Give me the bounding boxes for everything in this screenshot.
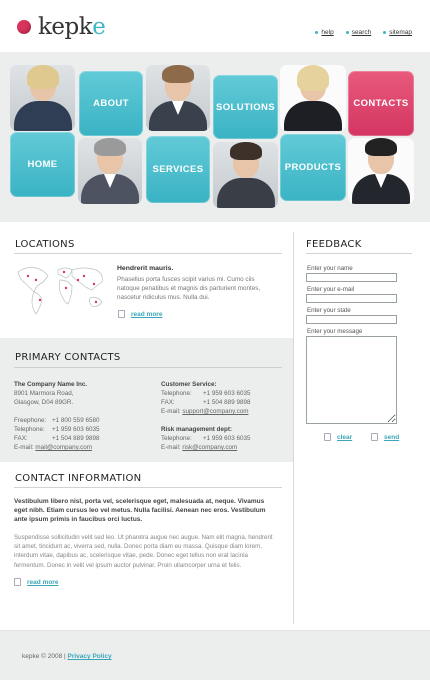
photo-man-grey-hair bbox=[78, 138, 142, 204]
contact-information-paragraph: Suspendisse sollicitudin velit sed leo. Ut pharetra augue nec augue. Nam elit magna, hendrerit sit amet, tincidunt ac, viverra sed, nulla. Donec porta diam eu massa. Quisque diam lorem, interdum vitae, dapibus ac, scelerisque vitae, pede. Donec eget tellus non erat lacinia fermentum. Donec in velit vel ipsum auctor pulvinar. Proin ullamcorper urna et felis. bbox=[14, 534, 273, 569]
logo-text-accent: e bbox=[92, 14, 106, 40]
locations-read-more-label: read more bbox=[131, 310, 163, 318]
document-icon bbox=[371, 433, 378, 441]
nav-tile-about-label: ABOUT bbox=[93, 98, 129, 109]
clear-button-label: clear bbox=[337, 433, 353, 441]
send-button[interactable] bbox=[371, 433, 399, 441]
divider bbox=[306, 253, 412, 254]
state-field[interactable] bbox=[306, 315, 397, 324]
row-key: Freephone: bbox=[14, 417, 47, 424]
risk-email-row bbox=[161, 443, 289, 452]
bullet-icon bbox=[315, 31, 318, 34]
document-icon bbox=[324, 433, 331, 441]
row-key: E-mail: bbox=[161, 444, 181, 451]
feedback-title: FEEDBACK bbox=[306, 239, 362, 250]
service-telephone-row bbox=[161, 389, 289, 398]
divider bbox=[14, 253, 282, 254]
nav-tile-services[interactable] bbox=[146, 136, 210, 203]
document-icon bbox=[14, 578, 21, 586]
nav-tile-products[interactable] bbox=[280, 134, 346, 201]
nav-tile-home-label: HOME bbox=[27, 159, 58, 170]
divider bbox=[14, 487, 282, 488]
row-key: Telephone: bbox=[161, 390, 192, 397]
email-label: Enter your e-mail bbox=[307, 286, 355, 293]
bullet-icon bbox=[383, 31, 386, 34]
contact-read-more-link[interactable] bbox=[14, 578, 58, 586]
risk-telephone-row bbox=[161, 434, 289, 443]
logo[interactable] bbox=[38, 14, 105, 40]
row-key: E-mail: bbox=[14, 444, 34, 451]
service-fax-row bbox=[161, 398, 289, 407]
company-fax-row bbox=[14, 434, 154, 443]
privacy-policy-link[interactable]: Privacy Policy bbox=[67, 653, 112, 660]
risk-dept-title: Risk management dept: bbox=[161, 426, 233, 433]
message-field[interactable] bbox=[306, 336, 397, 424]
send-button-label: send bbox=[384, 433, 400, 441]
row-value: +1 959 603 6035 bbox=[203, 390, 251, 397]
nav-tile-about[interactable] bbox=[79, 71, 143, 136]
sitemap-link-label: sitemap bbox=[389, 29, 412, 36]
company-telephone-row bbox=[14, 425, 154, 434]
state-label: Enter your state bbox=[307, 307, 351, 314]
row-key: FAX: bbox=[161, 399, 175, 406]
customer-service-title: Customer Service: bbox=[161, 381, 217, 388]
row-key: Telephone: bbox=[161, 435, 192, 442]
row-value: +1 959 603 6035 bbox=[52, 426, 100, 433]
nav-tile-contacts[interactable] bbox=[348, 71, 414, 136]
service-email-link[interactable]: support@company.com bbox=[182, 408, 249, 415]
divider bbox=[14, 367, 282, 368]
message-label: Enter your message bbox=[307, 328, 363, 335]
site-header bbox=[0, 0, 430, 52]
logo-dot-icon bbox=[17, 20, 31, 34]
copyright bbox=[22, 653, 112, 660]
photo-woman-blonde bbox=[10, 65, 75, 131]
company-address-line2: Glasgow, D04 89GR. bbox=[14, 399, 74, 406]
company-freephone-row bbox=[14, 416, 154, 425]
company-address-line1: 8901 Marmora Road, bbox=[14, 390, 74, 397]
primary-contacts-title: PRIMARY CONTACTS bbox=[15, 352, 121, 363]
document-icon bbox=[118, 310, 125, 318]
primary-contacts-section bbox=[0, 338, 293, 462]
locations-section bbox=[0, 222, 293, 338]
nav-tile-solutions[interactable] bbox=[213, 75, 278, 139]
nav-tile-services-label: SERVICES bbox=[152, 164, 204, 175]
service-contact-block bbox=[161, 380, 289, 452]
photo-man-smiling bbox=[213, 142, 278, 208]
top-links bbox=[315, 29, 412, 36]
search-link-label: search bbox=[351, 29, 372, 36]
nav-tile-home[interactable] bbox=[10, 132, 75, 197]
company-name: The Company Name Inc. bbox=[14, 381, 88, 388]
clear-button[interactable] bbox=[324, 433, 352, 441]
world-map-icon bbox=[14, 262, 110, 318]
contact-information-lead: Vestibulum libero nisl, porta vel, scelerisque eget, malesuada at, neque. Vivamus eget nibh. Etiam cursus leo vel metus. Nulla facilisi. Aenean nec eros. Vestibulum ante ipsum primis in faucibus orci luctus. bbox=[14, 498, 266, 524]
contact-information-section bbox=[0, 462, 293, 622]
company-contact-block bbox=[14, 380, 154, 452]
navigation-tiles bbox=[0, 52, 430, 222]
copyright-text: kepke © 2008 | bbox=[22, 653, 66, 660]
photo-man-thinking bbox=[146, 65, 210, 131]
bullet-icon bbox=[346, 31, 349, 34]
nav-tile-contacts-label: CONTACTS bbox=[353, 98, 409, 109]
help-link-label: help bbox=[321, 29, 334, 36]
search-link[interactable] bbox=[346, 29, 372, 36]
site-footer bbox=[0, 630, 430, 680]
logo-text-main: kepk bbox=[38, 14, 93, 40]
name-label: Enter your name bbox=[307, 265, 353, 272]
row-value: +1 504 889 9898 bbox=[52, 435, 100, 442]
email-field[interactable] bbox=[306, 294, 397, 303]
row-value: +1 504 889 9898 bbox=[203, 399, 251, 406]
locations-read-more-link[interactable] bbox=[118, 310, 162, 318]
photo-woman-smiling bbox=[280, 65, 346, 131]
photo-man-dark-hair bbox=[348, 138, 414, 204]
row-key: E-mail: bbox=[161, 408, 181, 415]
sitemap-link[interactable] bbox=[383, 29, 412, 36]
feedback-section bbox=[294, 222, 430, 624]
nav-tile-solutions-label: SOLUTIONS bbox=[215, 101, 276, 113]
row-value: +1 959 603 6035 bbox=[203, 435, 251, 442]
service-email-row bbox=[161, 407, 289, 416]
row-key: FAX: bbox=[14, 435, 28, 442]
locations-title: LOCATIONS bbox=[15, 239, 75, 250]
locations-headline: Hendrerit mauris. bbox=[117, 265, 174, 272]
risk-email-link[interactable]: risk@company.com bbox=[182, 444, 238, 451]
contact-information-title: CONTACT INFORMATION bbox=[15, 473, 142, 484]
nav-tile-products-label: PRODUCTS bbox=[284, 162, 342, 173]
row-key: Telephone: bbox=[14, 426, 45, 433]
company-email-row bbox=[14, 443, 154, 452]
name-field[interactable] bbox=[306, 273, 397, 282]
help-link[interactable] bbox=[315, 29, 333, 36]
company-email-link[interactable]: mail@company.com bbox=[35, 444, 93, 451]
contact-read-more-label: read more bbox=[27, 578, 59, 586]
row-value: +1 800 559 6580 bbox=[52, 417, 100, 424]
locations-description: Phasellus porta fusces scipit varius mi. Cumo ciis natoque penatibus et magnis dis parturient montes, nascetur ridiculus mus. Nulla dui. bbox=[117, 276, 261, 301]
